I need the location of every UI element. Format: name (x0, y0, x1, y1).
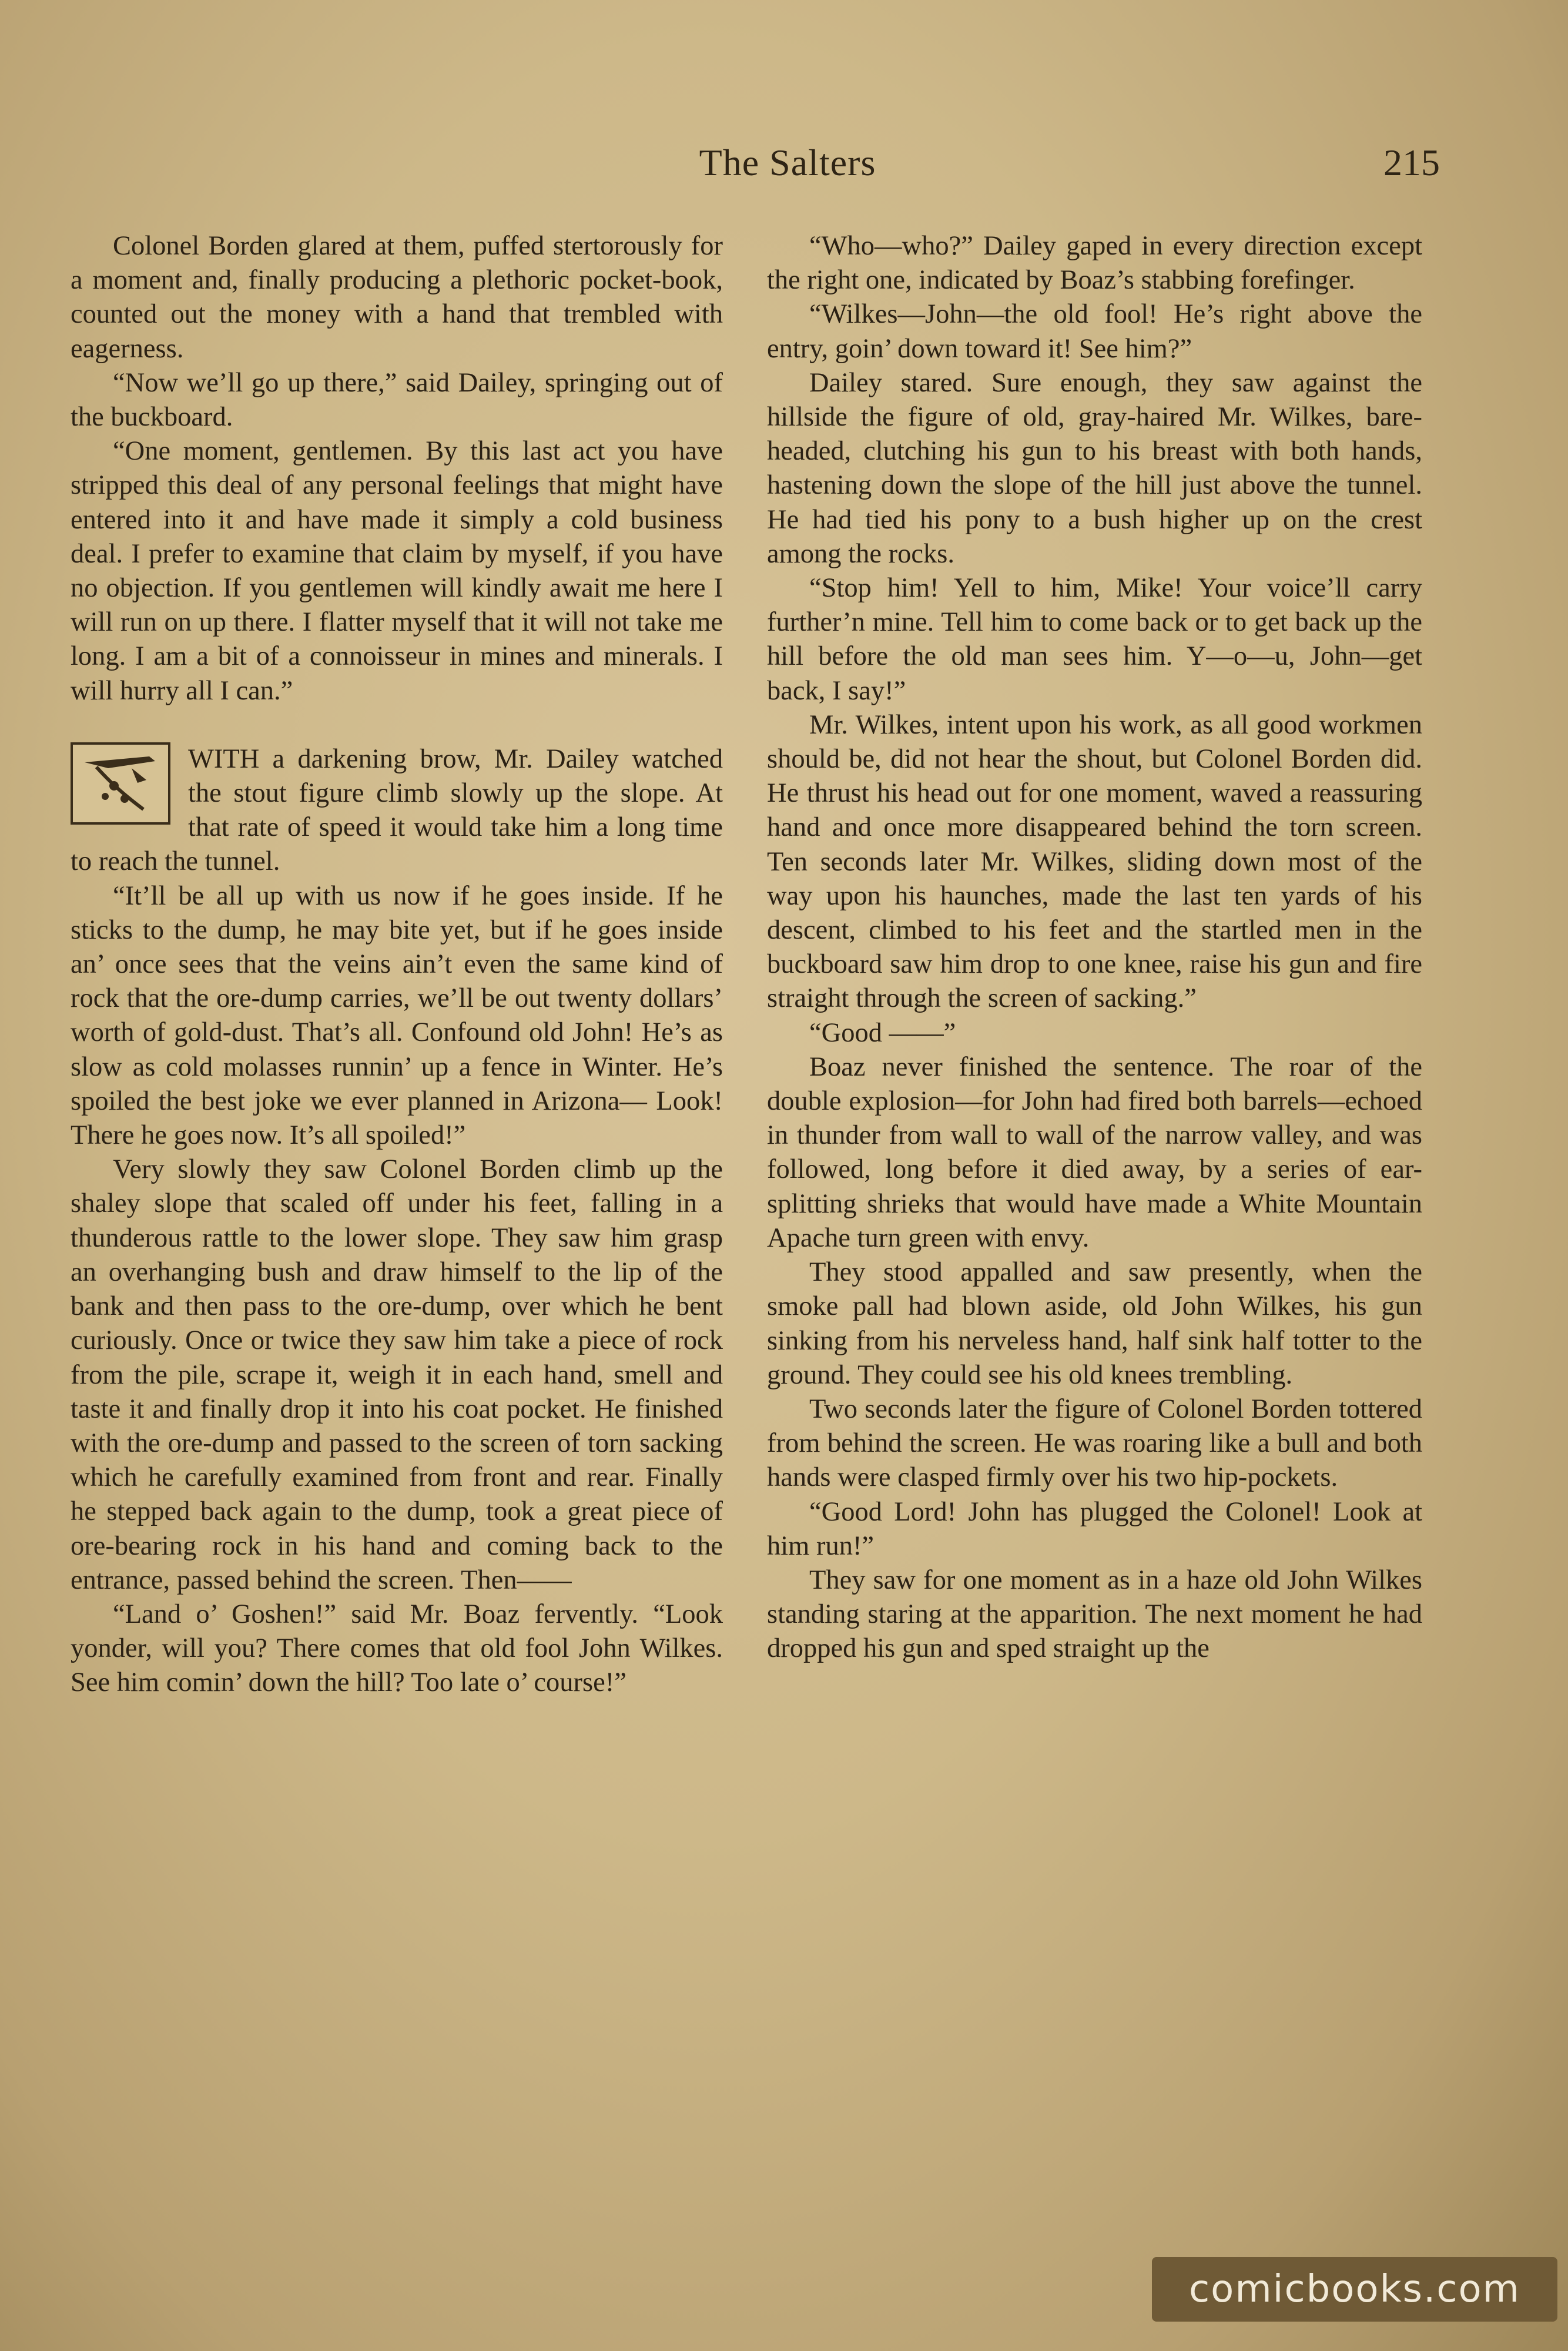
right-column (767, 229, 1422, 1666)
paragraph: Colonel Borden glared at them, puffed stertorously for a moment and, finally producing a plethoric pocket-book, counted out the money with a hand that trembled with eagerness. (71, 231, 723, 364)
paragraph: They stood appalled and saw presently, when the smoke pall had blown aside, old John Wilkes, his gun sinking from his nerveless hand, half sink half totter to the ground. They could see his old knees trembling. (767, 1257, 1422, 1390)
paragraph: Very slowly they saw Colonel Borden climb up the shaley slope that scaled off under his feet, falling in a thunderous rattle to the lower slope. They saw him grasp an overhanging bush and draw himself to the lip of the bank and then pass to the ore-dump, over which he bent curiously. Once or twice they saw him take a piece of rock from the pile, scrape it, weigh it in each hand, smell and taste it and finally drop it into his coat pocket. He finished with the ore-dump and passed to the screen of torn sacking which he carefully examined from front and rear. Finally he stepped back again to the dump, took a great piece of ore-bearing rock in his hand and coming back to the entrance, passed behind the screen. Then—— (71, 1154, 723, 1595)
bird-branch-ornament-icon (71, 742, 170, 825)
paragraph: Dailey stared. Sure enough, they saw against the hillside the figure of old, gray-haired Mr. Wilkes, bare-headed, clutching his gun to his breast with both hands, hastening down the slope of the hill just above the tunnel. He had tied his pony to a bush higher up on the crest among the rocks. (767, 367, 1422, 569)
paragraph: “It’ll be all up with us now if he goes inside. If he sticks to the dump, he may bite yet, but if he goes inside an’ once sees that the veins ain’t even the same kind of rock that the ore-dump carries, we’ll be out twenty dollars’ worth of gold-dust. That’s all. Confound old John! He’s as slow as cold molasses runnin’ up a fence in Winter. He’s spoiled the best joke we ever planned in Arizona— Look! There he goes now. It’s all spoiled!” (71, 880, 723, 1151)
running-title: The Salters (699, 142, 876, 183)
paragraph: Mr. Wilkes, intent upon his work, as all good workmen should be, did not hear the shout, but Colonel Borden did. He thrust his head out for one moment, waved a reassuring hand and once more disappeared behind the torn screen. Ten seconds later Mr. Wilkes, sliding down most of the way upon his haunches, made the last ten yards of his descent, climbed to his feet and the startled men in the buckboard saw him drop to one knee, raise his gun and fire straight through the screen of sacking.” (767, 709, 1422, 1014)
section-paragraph: WITH a darkening brow, Mr. Dailey watched the stout figure climb slowly up the slope. At that rate of speed it would take him a long time to reach the tunnel. (71, 744, 723, 877)
paragraph: “Who—who?” Dailey gaped in every direction except the right one, indicated by Boaz’s stabbing forefinger. (767, 231, 1422, 296)
paragraph: “Good Lord! John has plugged the Colonel! Look at him run!” (767, 1496, 1422, 1561)
paragraph: Boaz never finished the sentence. The roar of the double explosion—for John had fired both barrels—echoed in thunder from wall to wall of the narrow valley, and was followed, long before it died away, by a series of ear-splitting shrieks that would have made a White Mountain Apache turn green with envy. (767, 1051, 1422, 1253)
watermark-badge: comicbooks.com (1152, 2257, 1557, 2322)
paragraph: They saw for one moment as in a haze old John Wilkes standing staring at the apparition. The next moment he had dropped his gun and sped straight up the (767, 1565, 1422, 1664)
page-number: 215 (1383, 142, 1440, 183)
paragraph: “Land o’ Goshen!” said Mr. Boaz fervently. “Look yonder, will you? There comes that old fool John Wilkes. See him comin’ down the hill? Too late o’ course!” (71, 1599, 723, 1698)
paragraph: “Wilkes—John—the old fool! He’s right above the entry, goin’ down toward it! See him?” (767, 299, 1422, 364)
paragraph: “One moment, gentlemen. By this last act you have stripped this deal of any personal feelings that might have entered into it and have made it simply a cold business deal. I prefer to examine that claim by myself, if you have no objection. If you gentlemen will kindly await me here I will run on up there. I flatter myself that it will not take me long. I am a bit of a connoisseur in mines and minerals. I will hurry all I can.” (71, 436, 723, 706)
paragraph: Two seconds later the figure of Colonel Borden tottered from behind the screen. He was roaring like a bull and both hands were clasped firmly over his two hip-pockets. (767, 1394, 1422, 1493)
paragraph: “Good ——” (809, 1017, 956, 1048)
left-column (71, 229, 723, 1700)
paragraph: “Now we’ll go up there,” said Dailey, springing out of the buckboard. (71, 367, 723, 433)
paragraph: “Stop him! Yell to him, Mike! Your voice’ll carry further’n mine. Tell him to come back or to get back up the hill before the old man sees him. Y—o—u, John—get back, I say!” (767, 573, 1422, 706)
